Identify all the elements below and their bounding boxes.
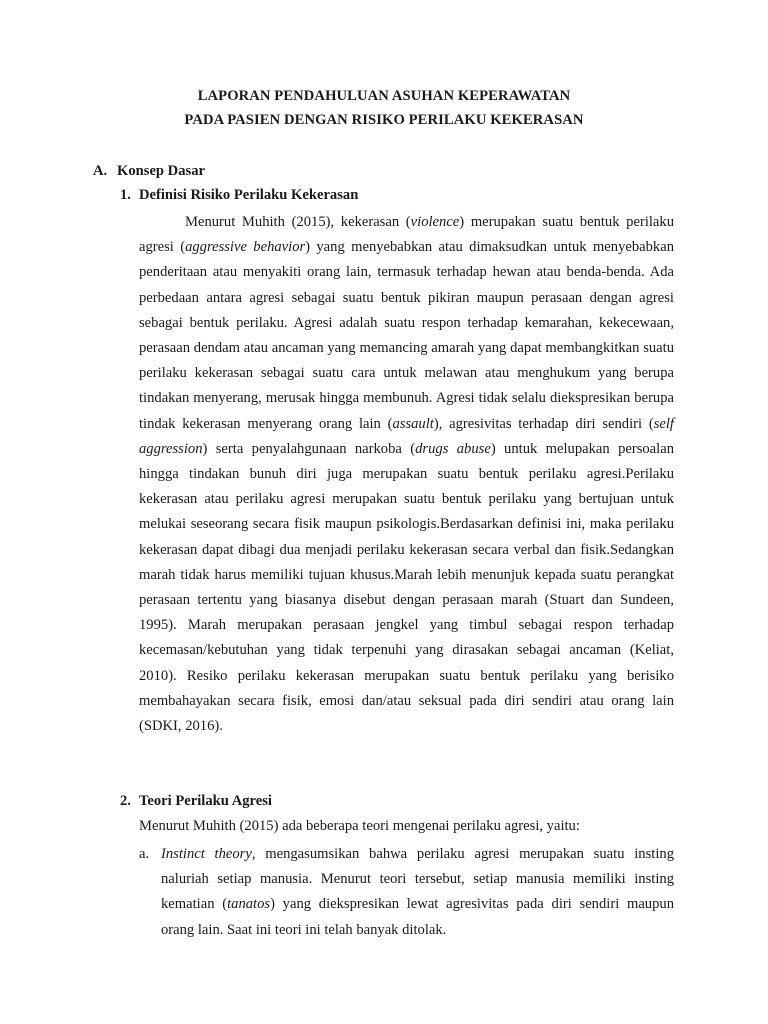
paragraph-text: ) untuk melupakan persoalan hingga tindakan bunuh diri juga merupakan suatu bentuk perilaku agresi.Perilaku kekerasan atau perilaku agresi merupakan suatu bentuk perilaku yang bertujuan untuk melukai seseorang secara fisik maupun psikologis.Berdasarkan definisi ini, maka perilaku kekerasan dapat dibagi dua menjadi perilaku kekerasan secara verbal dan fisik.Sedangkan marah tidak harus memiliki tujuan khusus.Marah lebih menunjuk kepada suatu perangkat perasaan tertentu yang biasanya disebut dengan perasaan marah (Stuart dan Sundeen, 1995). Marah merupakan perasaan jengkel yang timbul sebagai respon terhadap kecemasan/kebutuhan yang tidak terpenuhi yang dirasakan sebagai ancaman (Keliat, 2010). Resiko perilaku kekerasan merupakan suatu bentuk perilaku yang berisiko membahayakan secara fisik, emosi dan/atau seksual pada diri sendiri atau orang lain (SDKI, 2016). xyxy=(139,440,674,735)
definition-paragraph xyxy=(139,210,674,739)
list-item-text-part: , mengasumsikan bahwa perilaku agresi merupakan suatu insting naluriah setiap manusia. Menurut teori tersebut, setiap manusia memiliki insting kematian ( xyxy=(161,846,674,913)
list-item-marker: a. xyxy=(139,846,150,862)
subsection-2-title: Teori Perilaku Agresi xyxy=(139,793,272,809)
document-title-line-2: PADA PASIEN DENGAN RISIKO PERILAKU KEKERASAN xyxy=(184,112,584,128)
paragraph-italic-term: assault xyxy=(392,415,434,432)
subsection-2-marker: 2. xyxy=(120,793,131,809)
section-a-marker: A. xyxy=(93,163,108,179)
list-item-text xyxy=(161,842,674,943)
paragraph-text: Menurut Muhith (2015), kekerasan ( xyxy=(185,214,411,230)
paragraph-text: ), agresivitas terhadap diri sendiri ( xyxy=(433,415,654,432)
list-item-text-part: ) yang diekspresikan lewat agresivitas pada diri sendiri maupun orang lain. Saat ini teori ini telah banyak ditolak. xyxy=(161,896,674,938)
section-a-title: Konsep Dasar xyxy=(117,163,205,179)
list-item-italic-term: tanatos xyxy=(227,896,271,913)
paragraph-italic-term: aggressive behavior xyxy=(185,239,306,256)
document-title-line-1: LAPORAN PENDAHULUAN ASUHAN KEPERAWATAN xyxy=(197,88,571,104)
list-item-term: Instinct theory xyxy=(161,846,252,862)
list-item-a xyxy=(139,842,674,943)
paragraph-text: ) yang menyebabkan atau dimaksudkan untuk menyebabkan penderitaan atau menyakiti orang lain, termasuk terhadap hewan atau benda-benda. Ada perbedaan antara agresi sebagai suatu bentuk pikiran maupun perasaan dengan agresi sebagai bentuk perilaku. Agresi adalah suatu respon terhadap kemarahan, kekecewaan, perasaan dendam atau ancaman yang memancing amarah yang dapat membangkitkan suatu perilaku kekerasan sebagai suatu cara untuk melawan atau menghukum yang berupa tindakan menyerang, merusak hingga membunuh. Agresi tidak selalu diekspresikan berupa tindak kekerasan menyerang orang lain ( xyxy=(139,239,674,432)
subsection-2-heading xyxy=(120,793,272,810)
paragraph-italic-term: drugs abuse xyxy=(415,440,491,457)
subsection-2-intro: Menurut Muhith (2015) ada beberapa teori mengenai perilaku agresi, yaitu: xyxy=(139,818,580,834)
subsection-1-marker: 1. xyxy=(120,187,131,203)
paragraph-italic-term: self aggression xyxy=(139,415,674,457)
section-a-heading xyxy=(93,163,205,180)
subsection-1-title: Definisi Risiko Perilaku Kekerasan xyxy=(139,187,359,203)
subsection-1-heading xyxy=(120,187,358,204)
paragraph-text: ) merupakan suatu bentuk perilaku agresi ( xyxy=(139,214,674,256)
paragraph-text: ) serta penyalahgunaan narkoba ( xyxy=(202,440,416,457)
paragraph-italic-term: violence xyxy=(410,214,460,230)
